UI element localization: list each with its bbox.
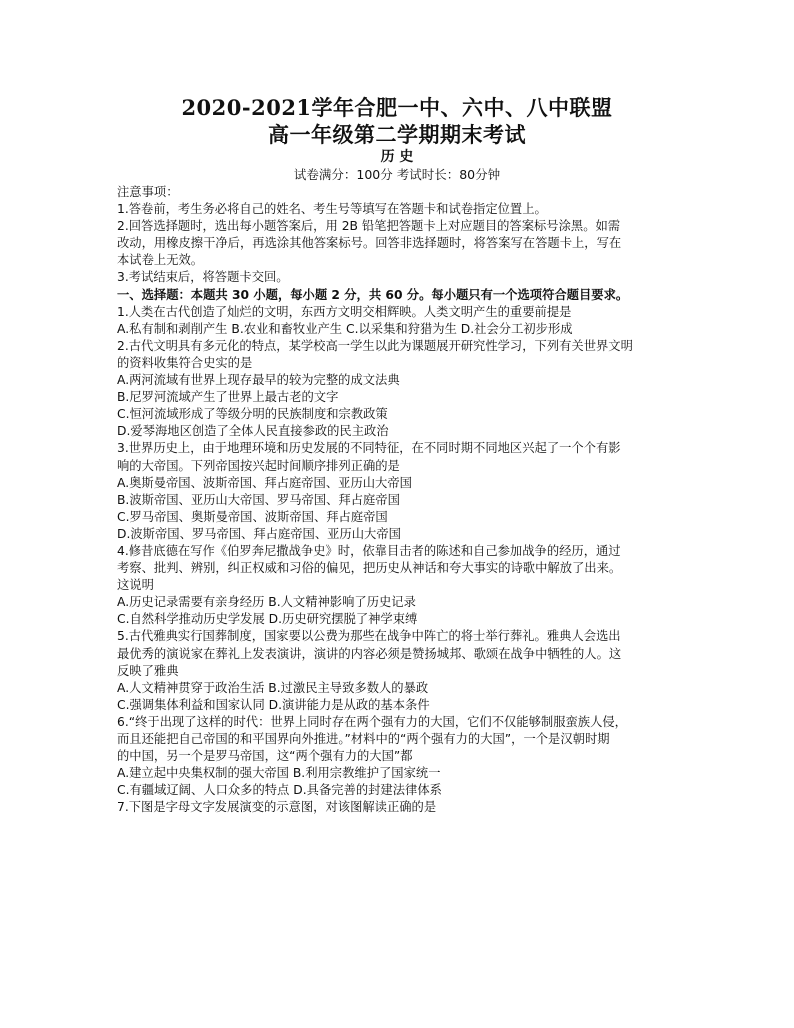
- question-stem: 6.“终于出现了这样的时代：世界上同时存在两个强有力的大国，它们不仅能够制服蛮族人侵，: [117, 714, 627, 729]
- question-stem: 反映了雅典: [117, 663, 179, 678]
- section-heading: 一、选择题：本题共 30 小题，每小题 2 分，共 60 分。每小题只有一个选项符合题目要求。: [117, 287, 629, 302]
- question-stem: 最优秀的演说家在葬礼上发表演讲，演讲的内容必须是赞扬城邦、歌颂在战争中牺牲的人。这: [117, 646, 622, 661]
- notice-heading: 注意事项：: [117, 185, 179, 199]
- notice-item: 1.答卷前，考生务必将自己的姓名、考生号等填写在答题卡和试卷指定位置上。: [117, 202, 547, 217]
- question-stem: 的中国，另一个是罗马帝国，这“两个强有力的大国”都: [117, 749, 413, 764]
- answer-options: C.有疆域辽阔、人口众多的特点 D.具备完善的封建法律体系: [117, 783, 442, 798]
- question-stem: 的资料收集符合史实的是: [117, 355, 253, 370]
- exam-title-line1: 2020-2021学年合肥一中、六中、八中联盟: [181, 95, 613, 120]
- question-stem: 考察、批判、辨别，纠正权威和习俗的偏见，把历史从神话和夸大事实的诗歌中解放了出来。: [117, 561, 622, 576]
- answer-option: A.两河流域有世界上现存最早的较为完整的成文法典: [117, 373, 400, 388]
- exam-body: [117, 184, 692, 816]
- question-stem: 2.古代文明具有多元化的特点，某学校高一学生以此为课题展开研究性学习，下列有关世界文明: [117, 338, 633, 353]
- question-stem: 3.世界历史上，由于地理环境和历史发展的不同特征，在不同时期不同地区兴起了一个个有影: [117, 441, 621, 456]
- answer-options: A.人文精神贯穿于政治生活 B.过激民主导致多数人的暴政: [117, 680, 429, 695]
- question-stem: 1.人类在古代创造了灿烂的文明，东西方文明交相辉映。人类文明产生的重要前提是: [117, 304, 572, 319]
- exam-info: 试卷满分：100分 考试时长：80分钟: [293, 167, 501, 182]
- question-stem: 4.修昔底德在写作《伯罗奔尼撒战争史》时，依靠目击者的陈述和自己参加战争的经历，通过: [117, 543, 621, 558]
- answer-options: A.历史记录需要有亲身经历 B.人文精神影响了历史记录: [117, 595, 416, 610]
- answer-option: C.罗马帝国、奥斯曼帝国、波斯帝国、拜占庭帝国: [117, 509, 388, 524]
- answer-option: B.尼罗河流域产生了世界上最古老的文字: [117, 390, 339, 405]
- answer-options: C.自然科学推动历史学发展 D.历史研究摆脱了神学束缚: [117, 612, 418, 627]
- answer-option: A.奥斯曼帝国、波斯帝国、拜占庭帝国、亚历山大帝国: [117, 475, 412, 490]
- answer-options: C.强调集体利益和国家认同 D.演讲能力是从政的基本条件: [117, 697, 430, 712]
- answer-option: D.爱琴海地区创造了全体人民直接参政的民主政治: [117, 424, 389, 439]
- notice-item: 改动，用橡皮擦干净后，再选涂其他答案标号。回答非选择题时，将答案写在答题卡上，写在: [117, 236, 622, 251]
- exam-title-line2: 高一年级第二学期期末考试: [268, 122, 526, 147]
- notice-item: 3.考试结束后，将答题卡交回。: [117, 270, 289, 285]
- question-stem: 5.古代雅典实行国葬制度，国家要以公费为那些在战争中阵亡的将士举行葬礼。雅典人会选出: [117, 629, 621, 644]
- notice-item: 2.回答选择题时，选出每小题答案后，用 2B 铅笔把答题卡上对应题目的答案标号涂黑。如需: [117, 219, 621, 234]
- question-stem: 这说明: [117, 578, 154, 593]
- subject-heading: 历 史: [380, 149, 414, 165]
- answer-option: D.波斯帝国、罗马帝国、拜占庭帝国、亚历山大帝国: [117, 526, 401, 541]
- question-stem: 而且还能把自己帝国的和平国界向外推进。”材料中的“两个强有力的大国”，一个是汉朝时期: [117, 732, 610, 746]
- answer-options: A.私有制和剥削产生 B.农业和畜牧业产生 C.以采集和狩猎为生 D.社会分工初步形成: [117, 321, 573, 336]
- question-stem: 响的大帝国。下列帝国按兴起时间顺序排列正确的是: [117, 458, 400, 473]
- notice-item: 本试卷上无效。: [117, 253, 204, 268]
- answer-option: C.恒河流域形成了等级分明的民族制度和宗教政策: [117, 407, 388, 422]
- question-stem: 7.下图是字母文字发展演变的示意图，对该图解读正确的是: [117, 800, 437, 815]
- answer-option: B.波斯帝国、亚历山大帝国、罗马帝国、拜占庭帝国: [117, 492, 400, 507]
- answer-options: A.建立起中央集权制的强大帝国 B.利用宗教维护了国家统一: [117, 766, 441, 781]
